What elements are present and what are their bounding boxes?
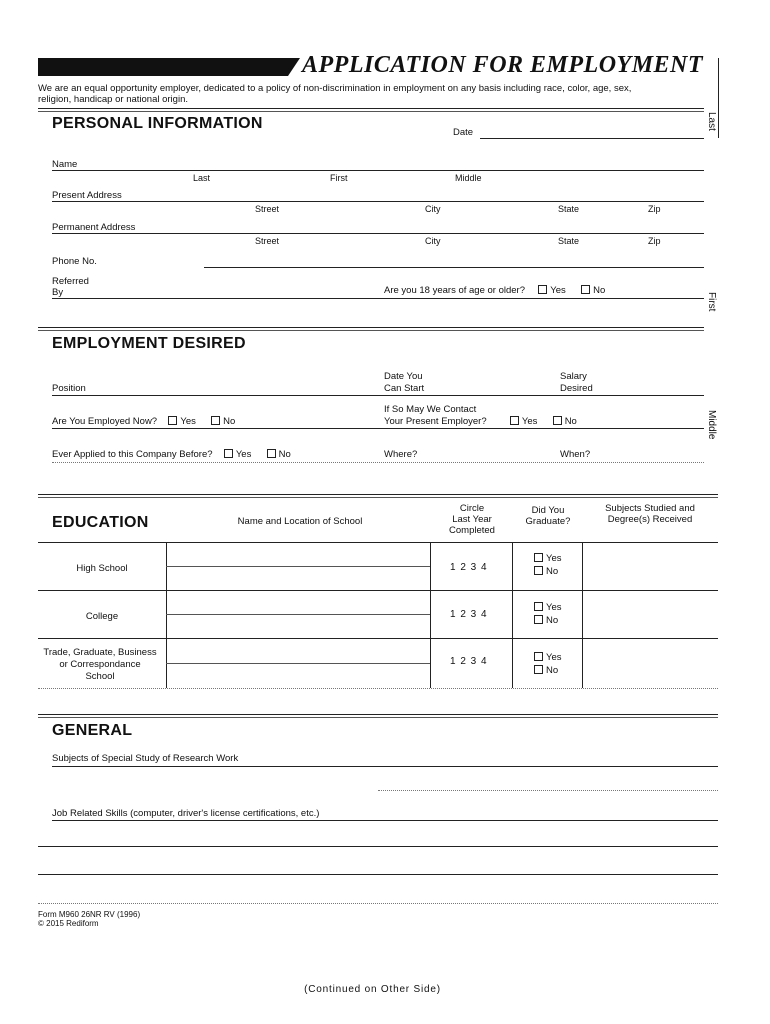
name-field[interactable] [52, 170, 704, 171]
general-heading: GENERAL [52, 722, 133, 739]
section-divider [38, 717, 718, 718]
form-number: Form M960 26NR RV (1996) [38, 910, 141, 919]
trade-school-label-2: or Correspondance [59, 659, 141, 670]
college-no-option [534, 615, 558, 626]
contact-yes-label: Yes [521, 416, 538, 427]
side-label-first: First [706, 292, 717, 312]
col-graduate-header-1: Did You [531, 505, 565, 516]
special-study-field[interactable] [52, 766, 718, 767]
age-yes-checkbox[interactable] [538, 285, 547, 294]
contact-yes-checkbox[interactable] [510, 416, 519, 425]
personal-information-heading: PERSONAL INFORMATION [52, 115, 263, 132]
age-no-label: No [593, 285, 606, 296]
present-address-field[interactable] [52, 201, 704, 202]
right-border [718, 58, 719, 138]
eeo-statement-line-2: religion, handicap or national origin. [38, 94, 188, 105]
school-name-split-line [166, 663, 430, 664]
name-label: Name [52, 159, 78, 170]
special-study-field-2[interactable] [378, 790, 718, 791]
college-yes-label: Yes [546, 602, 562, 613]
trade-school-years[interactable]: 1 2 3 4 [450, 656, 488, 667]
copyright: © 2015 Rediform [38, 919, 99, 928]
age-yes-label: Yes [550, 285, 566, 296]
education-col-divider [430, 542, 431, 688]
permanent-city-caption: City [425, 236, 441, 246]
referred-by-label: By [52, 287, 64, 298]
col-subjects-header-1: Subjects Studied and [605, 503, 695, 514]
page-title: APPLICATION FOR EMPLOYMENT [302, 52, 704, 78]
college-yes-checkbox[interactable] [534, 602, 543, 611]
college-label: College [85, 611, 119, 622]
col-school-header: Name and Location of School [237, 516, 363, 527]
trade-school-no-option [534, 665, 558, 676]
col-circle-header-1: Circle [459, 503, 485, 514]
col-circle-header-3: Completed [449, 525, 495, 536]
applied-no-label: No [278, 449, 291, 460]
employed-no-label: No [223, 416, 236, 427]
employed-now-question [52, 416, 235, 427]
high-school-no-label: No [546, 566, 559, 577]
referred-label: Referred [52, 276, 89, 287]
education-col-divider [512, 542, 513, 688]
trade-school-label-1: Trade, Graduate, Business [43, 647, 157, 658]
high-school-yes-option [534, 553, 562, 564]
college-yes-option [534, 602, 562, 613]
employed-yes-checkbox[interactable] [168, 416, 177, 425]
education-row-divider [38, 638, 718, 639]
present-city-caption: City [425, 204, 441, 214]
high-school-yes-checkbox[interactable] [534, 553, 543, 562]
employment-desired-heading: EMPLOYMENT DESIRED [52, 335, 246, 352]
phone-label: Phone No. [52, 256, 97, 267]
section-divider [38, 497, 718, 498]
start-date-label-1: Date You [384, 371, 423, 382]
name-last-caption: Last [193, 173, 211, 183]
applied-before-label: Ever Applied to this Company Before? [52, 449, 213, 460]
employed-no-checkbox[interactable] [211, 416, 220, 425]
permanent-address-field[interactable] [52, 233, 704, 234]
job-skills-field-4[interactable] [38, 903, 718, 904]
age-no-checkbox[interactable] [581, 285, 590, 294]
special-study-label: Subjects of Special Study of Research Work [52, 753, 239, 764]
phone-field[interactable] [204, 267, 704, 268]
school-name-split-line [166, 614, 430, 615]
title-bar-graphic [38, 58, 300, 76]
college-years[interactable]: 1 2 3 4 [450, 609, 488, 620]
high-school-label: High School [76, 563, 128, 574]
trade-school-no-checkbox[interactable] [534, 665, 543, 674]
education-table-top [38, 542, 718, 543]
education-col-divider [582, 542, 583, 688]
contact-no-checkbox[interactable] [553, 416, 562, 425]
section-divider [38, 330, 704, 331]
referred-by-field[interactable] [52, 298, 704, 299]
education-heading: EDUCATION [52, 514, 149, 531]
employed-now-label: Are You Employed Now? [52, 416, 158, 427]
job-skills-field-2[interactable] [38, 846, 718, 847]
employed-yes-label: Yes [180, 416, 196, 427]
applied-before-question [52, 449, 291, 460]
present-address-label: Present Address [52, 190, 122, 201]
date-field[interactable] [480, 138, 704, 139]
side-label-middle: Middle [706, 410, 717, 440]
name-first-caption: First [330, 173, 348, 183]
permanent-zip-caption: Zip [648, 236, 661, 246]
section-divider [38, 111, 704, 112]
start-date-label-2: Can Start [384, 383, 425, 394]
high-school-years[interactable]: 1 2 3 4 [450, 562, 488, 573]
trade-school-no-label: No [546, 665, 559, 676]
col-circle-header-2: Last Year [452, 514, 492, 525]
date-label: Date [453, 127, 474, 138]
position-label: Position [52, 383, 86, 394]
present-zip-caption: Zip [648, 204, 661, 214]
age-question [384, 285, 605, 296]
continued-note: (Continued on Other Side) [304, 984, 441, 995]
applied-yes-checkbox[interactable] [224, 449, 233, 458]
name-middle-caption: Middle [455, 173, 482, 183]
trade-school-yes-label: Yes [546, 652, 562, 663]
high-school-no-checkbox[interactable] [534, 566, 543, 575]
trade-school-yes-checkbox[interactable] [534, 652, 543, 661]
permanent-street-caption: Street [255, 236, 280, 246]
employed-now-field[interactable] [52, 428, 704, 429]
school-name-split-line [166, 566, 430, 567]
education-row-divider [38, 590, 718, 591]
present-state-caption: State [558, 204, 580, 214]
college-no-checkbox[interactable] [534, 615, 543, 624]
high-school-yes-label: Yes [546, 553, 562, 564]
college-no-label: No [546, 615, 559, 626]
applied-no-checkbox[interactable] [267, 449, 276, 458]
col-graduate-header-2: Graduate? [525, 516, 571, 527]
education-table-bottom [38, 688, 718, 689]
applied-yes-label: Yes [235, 449, 252, 460]
age-question-label: Are you 18 years of age or older? [384, 285, 526, 296]
contact-employer-label-2: Your Present Employer? [384, 416, 487, 427]
where-label: Where? [384, 449, 418, 460]
trade-school-label-3: School [85, 671, 115, 682]
when-label: When? [560, 449, 591, 460]
section-divider [38, 108, 704, 109]
applied-before-field[interactable] [52, 462, 704, 463]
high-school-no-option [534, 566, 558, 577]
job-skills-label: Job Related Skills (computer, driver's license certifications, etc.) [52, 808, 320, 819]
salary-label-1: Salary [560, 371, 587, 382]
section-divider [38, 494, 718, 495]
col-subjects-header-2: Degree(s) Received [607, 514, 693, 525]
contact-employer-label-1: If So May We Contact [384, 404, 477, 415]
job-skills-field-3[interactable] [38, 874, 718, 875]
permanent-address-label: Permanent Address [52, 222, 136, 233]
section-divider [38, 714, 718, 715]
contact-no-label: No [564, 416, 577, 427]
contact-employer-question [384, 416, 577, 427]
job-skills-field[interactable] [52, 820, 718, 821]
section-divider [38, 327, 704, 328]
trade-school-yes-option [534, 652, 562, 663]
present-street-caption: Street [255, 204, 280, 214]
position-field[interactable] [52, 395, 704, 396]
eeo-statement-line-1: We are an equal opportunity employer, dedicated to a policy of non-discrimination in employment on any basis including race, color, age, sex, [38, 83, 632, 94]
side-label-last: Last [706, 112, 717, 131]
salary-label-2: Desired [560, 383, 593, 394]
permanent-state-caption: State [558, 236, 580, 246]
